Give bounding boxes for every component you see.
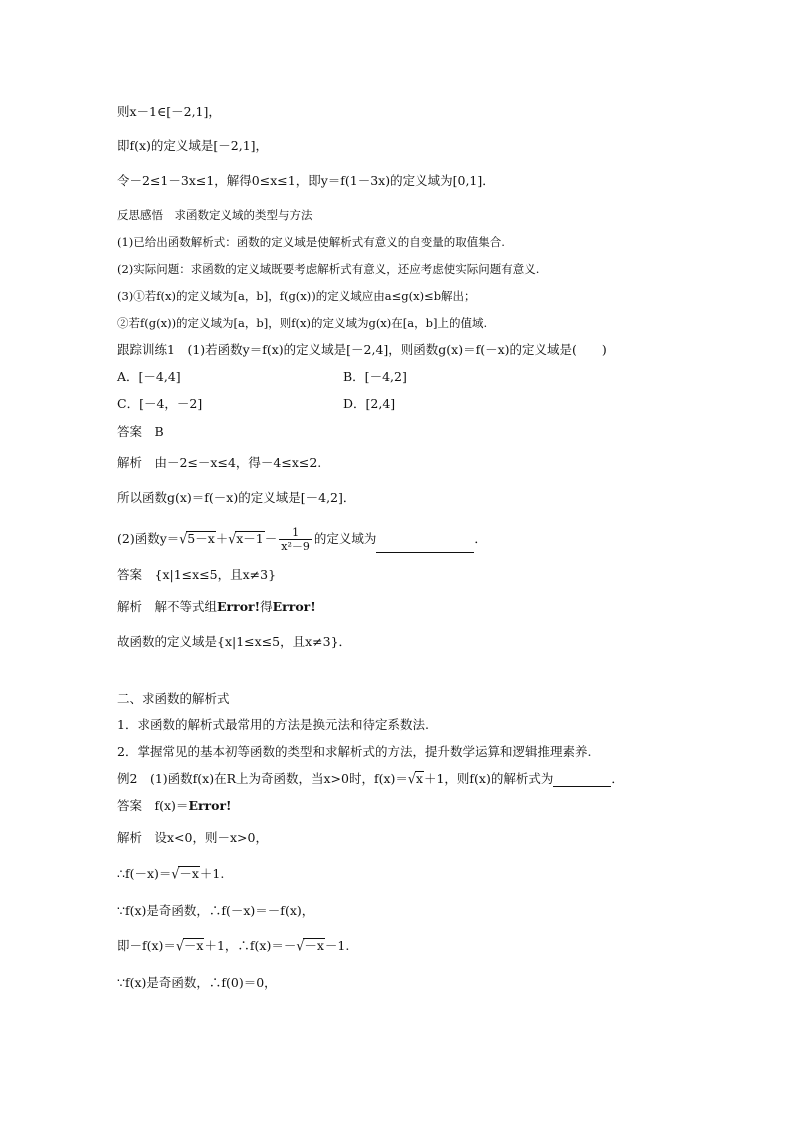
practice-question-2: (2)函数y＝√5－x＋√x－1－ $\frac{1}{\text{x²－9}}$ 的定义域为 ．	[117, 526, 487, 553]
text-line: (1)已给出函数解析式：函数的定义域是使解析式有意义的自变量的取值集合.	[117, 235, 505, 249]
fraction-denominator: x²－9	[281, 540, 310, 553]
text-line: (3)①若f(x)的定义域为[a，b]，f(g(x))的定义域应由a≤g(x)≤b解出；	[117, 289, 476, 303]
answer-line: 答案 f(x)＝Error!	[117, 798, 232, 813]
sqrt-symbol: √	[228, 530, 237, 547]
error-text: Error!	[217, 599, 261, 614]
sqrt-radicand: －x	[179, 866, 199, 881]
equation-line: ∴f(－x)＝√－x＋1.	[117, 865, 225, 882]
text-line: 令－2≤1－3x≤1，解得0≤x≤1，即y＝f(1－3x)的定义域为[0,1]．	[117, 173, 495, 188]
option-b: B．[－4,2]	[343, 369, 407, 384]
option-a: A．[－4,4]	[117, 369, 181, 384]
error-text: Error!	[272, 599, 316, 614]
sqrt-radicand: x－1	[236, 531, 264, 546]
fraction-numerator: 1	[279, 526, 312, 540]
option-c: C．[－4，－2]	[117, 396, 203, 411]
sqrt-radicand: 5－x	[187, 531, 215, 546]
text-line: 所以函数g(x)＝f(－x)的定义域是[－4,2]．	[117, 490, 356, 505]
sqrt-radicand: －x	[183, 938, 204, 953]
text-line: (2)实际问题：求函数的定义域既要考虑解析式有意义，还应考虑使实际问题有意义.	[117, 262, 540, 276]
analysis-line: 解析 设x<0，则－x>0，	[117, 830, 268, 845]
analysis-line: 解析 解不等式组Error!得Error!	[117, 599, 316, 614]
text-line: ∵f(x)是奇函数，∴f(0)＝0，	[117, 975, 277, 990]
example-question: 例2 (1)函数f(x)在R上为奇函数，当x>0时，f(x)＝√x＋1，则f(x)的解析式为 ．	[117, 770, 624, 787]
error-text: Error!	[188, 798, 232, 813]
equation-line: 即－f(x)＝√－x＋1，∴f(x)＝－√－x－1.	[117, 937, 350, 954]
text-line: 故函数的定义域是{x|1≤x≤5，且x≠3}．	[117, 634, 352, 649]
option-d: D．[2,4]	[343, 396, 396, 411]
text-line: ∵f(x)是奇函数，∴f(－x)＝－f(x)，	[117, 903, 315, 918]
reflection-heading	[117, 207, 313, 223]
fraction	[279, 526, 312, 553]
section-heading: 二、求函数的解析式	[117, 691, 230, 706]
sqrt-symbol: √	[171, 865, 180, 882]
practice-question-1: 跟踪训练1 (1)若函数y＝f(x)的定义域是[－2,4]，则函数g(x)＝f(－x)的定义域是( )	[117, 342, 607, 357]
answer-blank	[376, 540, 474, 553]
answer-blank	[553, 774, 611, 787]
reflection-title: 求函数定义域的类型与方法	[174, 208, 313, 222]
analysis-line: 解析 由－2≤－x≤4，得－4≤x≤2.	[117, 455, 322, 470]
sqrt-radicand: －x	[304, 938, 324, 953]
answer-line: 答案 {x|1≤x≤5，且x≠3}	[117, 567, 277, 582]
sqrt-symbol: √	[175, 937, 184, 954]
sqrt-symbol: √	[407, 770, 416, 787]
sqrt-symbol: √	[179, 530, 188, 547]
reflection-label: 反思感悟	[117, 208, 163, 222]
text-line: 即f(x)的定义域是[－2,1]，	[117, 138, 269, 153]
text-line: 1．求函数的解析式最常用的方法是换元法和待定系数法.	[117, 717, 429, 732]
text-line: 则x－1∈[－2,1]，	[117, 104, 221, 119]
answer-line: 答案 B	[117, 424, 164, 439]
sqrt-radicand: x	[415, 771, 423, 786]
text-line: 2．掌握常见的基本初等函数的类型和求解析式的方法，提升数学运算和逻辑推理素养.	[117, 744, 592, 759]
text-line: ②若f(g(x))的定义域为[a，b]，则f(x)的定义域为g(x)在[a，b]上的值域.	[117, 316, 488, 330]
sqrt-symbol: √	[296, 937, 305, 954]
